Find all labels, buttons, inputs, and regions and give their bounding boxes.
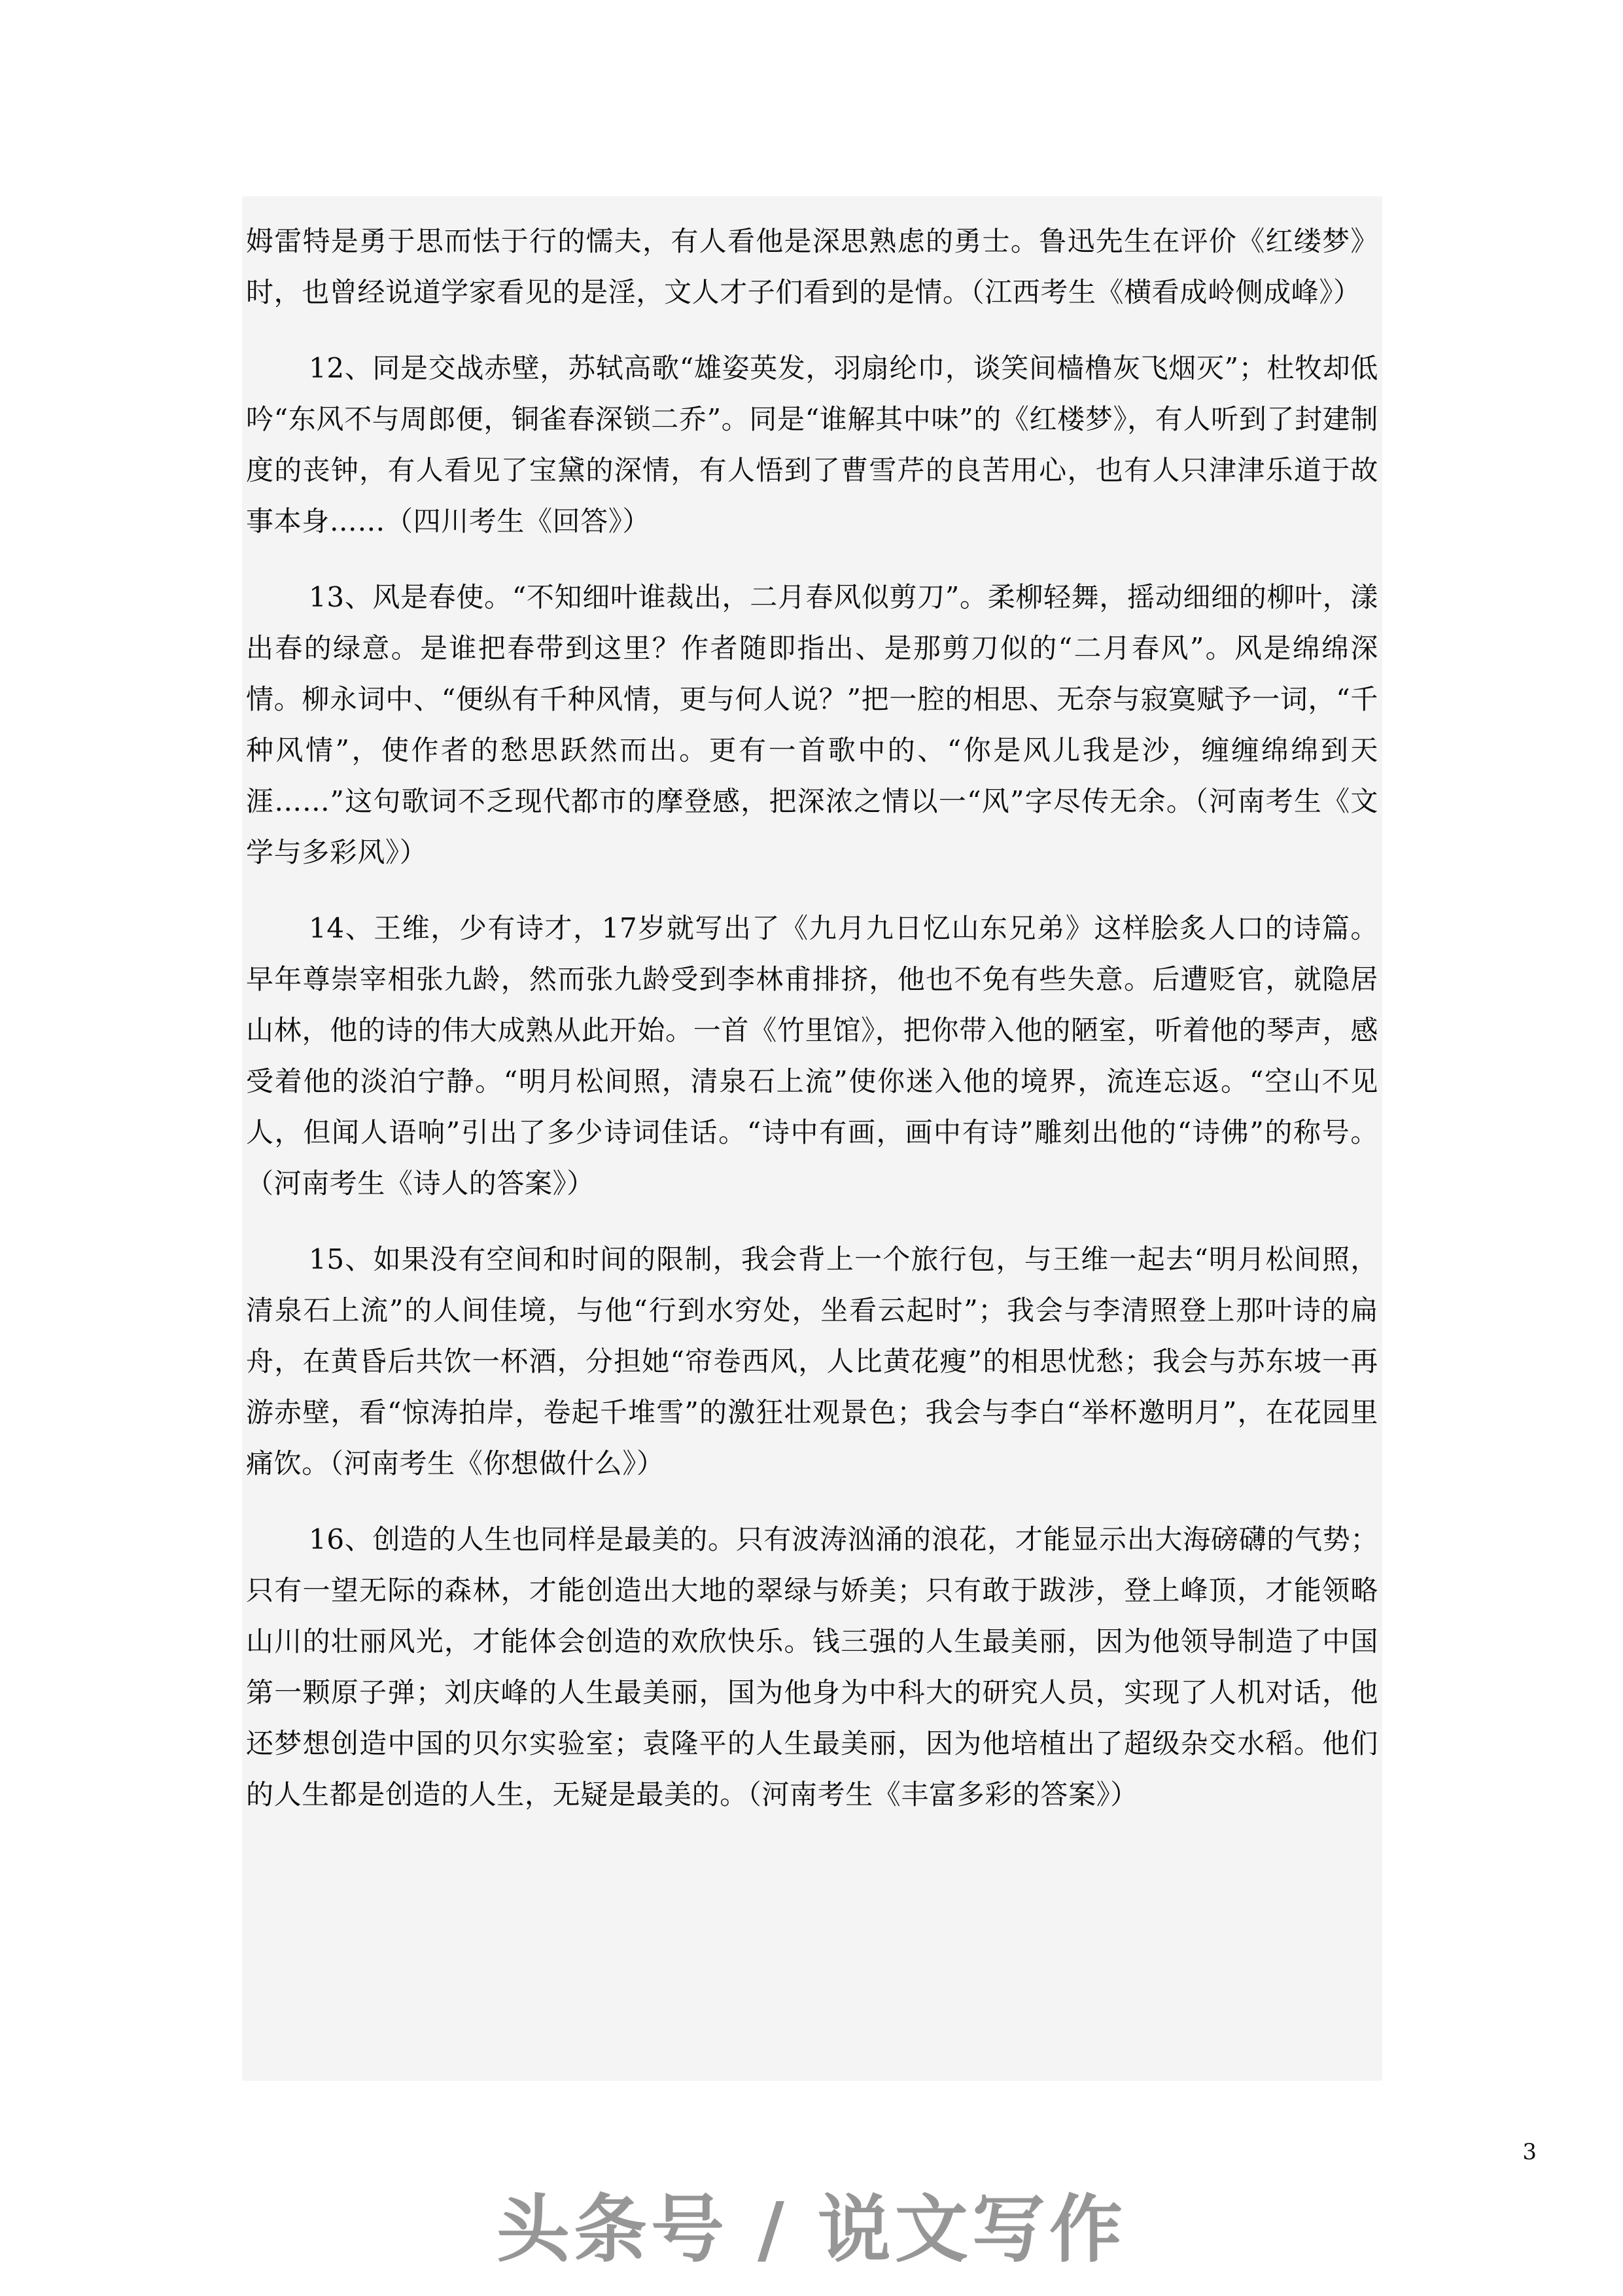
paragraph-item-15: 15、如果没有空间和时间的限制，我会背上一个旅行包，与王维一起去“明月松间照，清泉石上流”的人间佳境，与他“行到水穷处，坐看云起时”；我会与李清照登上那叶诗的扁舟，在黄昏后共饮一杯酒，分担她“帘卷西风，人比黄花瘦”的相思忧愁；我会与苏东坡一再游赤壁，看“惊涛拍岸，卷起千堆雪”的激狂壮观景色；我会与李白“举杯邀明月”，在花园里痛饮。（河南考生《你想做什么》） [246,1243,1378,1479]
paragraph-item-12: 12、同是交战赤壁，苏轼高歌“雄姿英发，羽扇纶巾，谈笑间樯橹灰飞烟灭”；杜牧却低吟“东风不与周郎便，铜雀春深锁二乔”。同是“谁解其中味”的《红楼梦》，有人听到了封建制度的丧钟，有人看见了宝黛的深情，有人悟到了曹雪芹的良苦用心，也有人只津津乐道于故事本身……（四川考生《回答》） [246,352,1378,537]
watermark: 头条号 / 说文写作 [497,2187,1126,2272]
paragraph-item-16: 16、创造的人生也同样是最美的。只有波涛汹涌的浪花，才能显示出大海磅礴的气势；只有一望无际的森林，才能创造出大地的翠绿与娇美；只有敢于跋涉，登上峰顶，才能领略山川的壮丽风光，才能体会创造的欢欣快乐。钱三强的人生最美丽，因为他领导制造了中国第一颗原子弹；刘庆峰的人生最美丽，国为他身为中科大的研究人员，实现了人机对话，他还梦想创造中国的贝尔实验室；袁隆平的人生最美丽，因为他培植出了超级杂交水稻。他们的人生都是创造的人生，无疑是最美的。（河南考生《丰富多彩的答案》） [246,1523,1378,1810]
page-number: 3 [1522,2139,1537,2165]
article-content-block [242,196,1382,2081]
paragraph-item-13: 13、风是春使。“不知细叶谁裁出，二月春风似剪刀”。柔柳轻舞，摇动细细的柳叶，漾出春的绿意。是谁把春带到这里？作者随即指出、是那剪刀似的“二月春风”。风是绵绵深情。柳永词中、“便纵有千种风情，更与何人说？”把一腔的相思、无奈与寂寞赋予一词，“千种风情”，使作者的愁思跃然而出。更有一首歌中的、“你是风儿我是沙，缠缠绵绵到天涯……”这句歌词不乏现代都市的摩登感，把深浓之情以一“风”字尽传无余。（河南考生《文学与多彩风》） [246,581,1378,868]
paragraph-item-14: 14、王维，少有诗才，17岁就写出了《九月九日忆山东兄弟》这样脍炙人口的诗篇。早年尊崇宰相张九龄，然而张九龄受到李林甫排挤，他也不免有些失意。后遭贬官，就隐居山林，他的诗的伟大成熟从此开始。一首《竹里馆》，把你带入他的陋室，听着他的琴声，感受着他的淡泊宁静。“明月松间照，清泉石上流”使你迷入他的境界，流连忘返。“空山不见人，但闻人语响”引出了多少诗词佳话。“诗中有画，画中有诗”雕刻出他的“诗佛”的称号。（河南考生《诗人的答案》） [246,912,1378,1199]
paragraph-continuation: 姆雷特是勇于思而怯于行的懦夫，有人看他是深思熟虑的勇士。鲁迅先生在评价《红缕梦》时，也曾经说道学家看见的是淫，文人才子们看到的是情。（江西考生《横看成岭侧成峰》） [246,225,1378,308]
